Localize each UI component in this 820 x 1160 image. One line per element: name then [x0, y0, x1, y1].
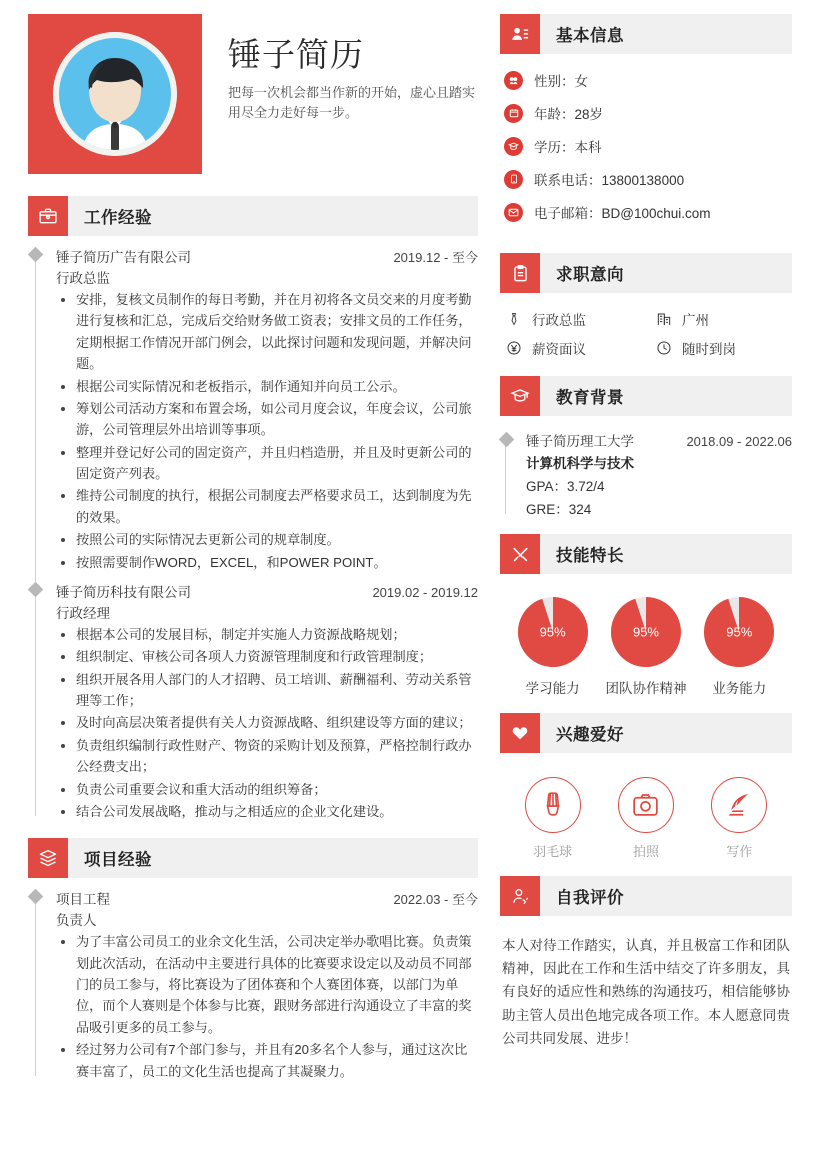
feather-pen-icon	[711, 777, 767, 833]
hobby-item	[506, 777, 599, 860]
info-text: 年龄：28岁	[534, 107, 604, 122]
work-role: 行政经理	[56, 605, 110, 621]
list-item: 根据公司实际情况和老板指示，制作通知并向员工公示。	[56, 376, 478, 397]
section-title-skills: 技能特长	[556, 547, 624, 565]
section-title-work: 工作经验	[84, 209, 152, 227]
skills-list	[500, 584, 792, 697]
resume-header	[28, 14, 478, 174]
education-gre: GRE：324	[526, 502, 592, 517]
list-item: 组织开展各用人部门的人才招聘、员工培训、薪酬福利、劳动关系管理等工作；	[56, 669, 478, 712]
education-gpa: GPA：3.72/4	[526, 479, 605, 494]
project-role: 负责人	[56, 913, 97, 929]
hobby-item	[693, 777, 786, 860]
work-timeline	[28, 246, 478, 822]
avatar	[53, 32, 177, 156]
list-item: 按照需要制作WORD，EXCEL，和POWER POINT。	[56, 552, 478, 573]
right-column	[490, 0, 820, 1160]
tagline: 把每一次机会都当作新的开始，虚心且踏实用尽全力走好每一步。	[228, 84, 476, 121]
person-avatar-illustration	[53, 32, 177, 156]
list-item: 结合公司发展战略，推动与之相适应的企业文化建设。	[56, 801, 478, 822]
info-text: 联系电话：13800138000	[534, 173, 685, 188]
header-text	[202, 14, 478, 123]
skill-item	[693, 596, 786, 697]
intent-text: 薪资面议	[532, 342, 586, 357]
intent-grid	[500, 303, 792, 360]
section-header-basic	[500, 14, 792, 54]
tie-icon	[504, 311, 524, 327]
hobby-item	[599, 777, 692, 860]
skill-item	[599, 596, 692, 697]
list-item: 按照公司的实际情况去更新公司的规章制度。	[56, 529, 478, 550]
info-row-phone	[504, 169, 792, 189]
education-date: 2018.09 - 2022.06	[686, 434, 792, 449]
page-title: 锤子简历	[228, 36, 364, 73]
work-role: 行政总监	[56, 271, 110, 286]
work-item-0	[56, 246, 478, 573]
skill-percent: 95%	[539, 624, 566, 640]
calendar-icon	[504, 104, 523, 123]
section-header-hobbies	[500, 713, 792, 753]
list-item: 为了丰富公司员工的业余文化生活，公司决定举办歌唱比赛。负责策划此次活动，在活动中主要进行具体的比赛要求设定以及动员不同部门的员工参与，将比赛设为了团体赛和个人赛团体赛，以部门为单位，而个人赛则是个体参与比赛，跟财务部进行沟通设立了丰富的奖品吸引更多的员工参与。	[56, 931, 478, 1038]
heart-icon	[500, 713, 540, 753]
work-item-1	[56, 581, 478, 822]
info-row-email	[504, 202, 792, 222]
info-text: 电子邮箱：BD@100chui.com	[534, 206, 711, 221]
intent-city	[654, 309, 792, 329]
basic-info-list	[500, 64, 792, 237]
skill-label: 团队协作精神	[605, 681, 687, 696]
list-item: 及时向高层决策者提供有关人力资源战略、组织建设等方面的建议；	[56, 712, 478, 733]
person-check-icon	[500, 876, 540, 916]
intent-availability	[654, 338, 792, 358]
info-row-age	[504, 103, 792, 123]
work-bullets	[56, 624, 478, 822]
section-title-hobbies: 兴趣爱好	[556, 726, 624, 744]
work-bullets	[56, 289, 478, 573]
skill-percent: 95%	[726, 624, 753, 640]
work-org: 锤子简历科技有限公司	[56, 584, 191, 600]
project-name: 项目工程	[56, 892, 110, 908]
list-item: 根据本公司的发展目标，制定并实施人力资源战略规划；	[56, 624, 478, 645]
hobby-label: 拍照	[632, 844, 659, 859]
info-row-gender	[504, 70, 792, 90]
list-item: 维持公司制度的执行，根据公司制度去严格要求员工，达到制度为先的效果。	[56, 485, 478, 528]
section-title-project: 项目经验	[84, 851, 152, 870]
project-bullets	[56, 931, 478, 1082]
section-title-education: 教育背景	[556, 389, 624, 407]
clock-icon	[654, 340, 674, 356]
contacts-icon	[500, 14, 540, 54]
info-text: 学历：本科	[534, 140, 602, 155]
layers-icon	[28, 838, 68, 878]
section-header-skills	[500, 534, 792, 574]
education-school: 锤子简历理工大学	[526, 434, 634, 449]
section-header-work	[28, 196, 478, 236]
self-evaluation-text: 本人对待工作踏实，认真，并且极富工作和团队精神，因此在工作和生活中结交了许多朋友，具有良好的适应性和熟练的沟通技巧，相信能够协助主管人员出色地完成各项工作。本人愿意同贵公司共同发展、进步！	[502, 938, 790, 1046]
skill-label: 学习能力	[525, 681, 580, 696]
section-header-selfeval	[500, 876, 792, 916]
phone-icon	[504, 170, 523, 189]
section-header-education	[500, 376, 792, 416]
list-item: 组织制定、审核公司各项人力资源管理制度和行政管理制度；	[56, 646, 478, 667]
building-icon	[654, 311, 674, 327]
section-header-project	[28, 838, 478, 878]
clipboard-icon	[500, 253, 540, 293]
intent-text: 行政总监	[532, 313, 586, 328]
skill-donut	[703, 596, 775, 668]
skill-item	[506, 596, 599, 697]
gender-icon	[504, 71, 523, 90]
list-item: 经过努力公司有7个部门参与，并且有20多名个人参与，通过这次比赛丰富了，员工的文化生活也提高了其凝聚力。	[56, 1039, 478, 1082]
work-date: 2019.12 - 至今	[393, 250, 478, 265]
intent-text: 随时到岗	[682, 342, 736, 357]
info-row-degree	[504, 136, 792, 156]
section-title-selfeval: 自我评价	[556, 889, 624, 907]
skill-label: 业务能力	[712, 681, 767, 696]
graduation-cap-icon	[500, 376, 540, 416]
list-item: 负责公司重要会议和重大活动的组织筹备；	[56, 779, 478, 800]
info-text: 性别：女	[534, 74, 588, 89]
mail-icon	[504, 203, 523, 222]
avatar-block	[28, 14, 202, 174]
skill-donut	[517, 596, 589, 668]
list-item: 整理并登记好公司的固定资产，并且归档造册，并且及时更新公司的固定资产列表。	[56, 442, 478, 485]
work-org: 锤子简历广告有限公司	[56, 250, 191, 265]
intent-salary	[504, 338, 654, 358]
skill-donut	[610, 596, 682, 668]
project-date: 2022.03 - 至今	[393, 892, 478, 908]
section-title-intent: 求职意向	[556, 266, 624, 284]
intent-text: 广州	[682, 313, 709, 328]
intent-position	[504, 309, 654, 329]
list-item: 筹划公司活动方案和布置会场，如公司月度会议，年度会议，公司旅游，公司管理层外出培训等事项。	[56, 398, 478, 441]
work-date: 2019.02 - 2019.12	[372, 584, 478, 600]
project-timeline	[28, 888, 478, 1082]
project-item-0	[56, 888, 478, 1082]
education-timeline	[500, 426, 792, 518]
tools-icon	[500, 534, 540, 574]
education-major: 计算机科学与技术	[526, 456, 634, 471]
hobby-label: 羽毛球	[533, 844, 573, 859]
camera-icon	[618, 777, 674, 833]
education-item	[526, 430, 792, 518]
hobby-label: 写作	[726, 844, 753, 859]
section-header-intent	[500, 253, 792, 293]
list-item: 负责组织编制行政性财产、物资的采购计划及预算，严格控制行政办公经费支出；	[56, 735, 478, 778]
hobbies-list	[500, 763, 792, 860]
graduation-icon	[504, 137, 523, 156]
briefcase-icon	[28, 196, 68, 236]
list-item: 安排，复核文员制作的每日考勤，并在月初将各文员交来的月度考勤进行复核和汇总，完成后交给财务做工资表；安排文员的工作任务，定期根据工作情况开部门例会，以此探讨问题和发现问题，并解决问题。	[56, 289, 478, 375]
yuan-icon	[504, 340, 524, 356]
shuttlecock-icon	[525, 777, 581, 833]
section-title-basic: 基本信息	[556, 27, 624, 45]
skill-percent: 95%	[632, 624, 659, 640]
